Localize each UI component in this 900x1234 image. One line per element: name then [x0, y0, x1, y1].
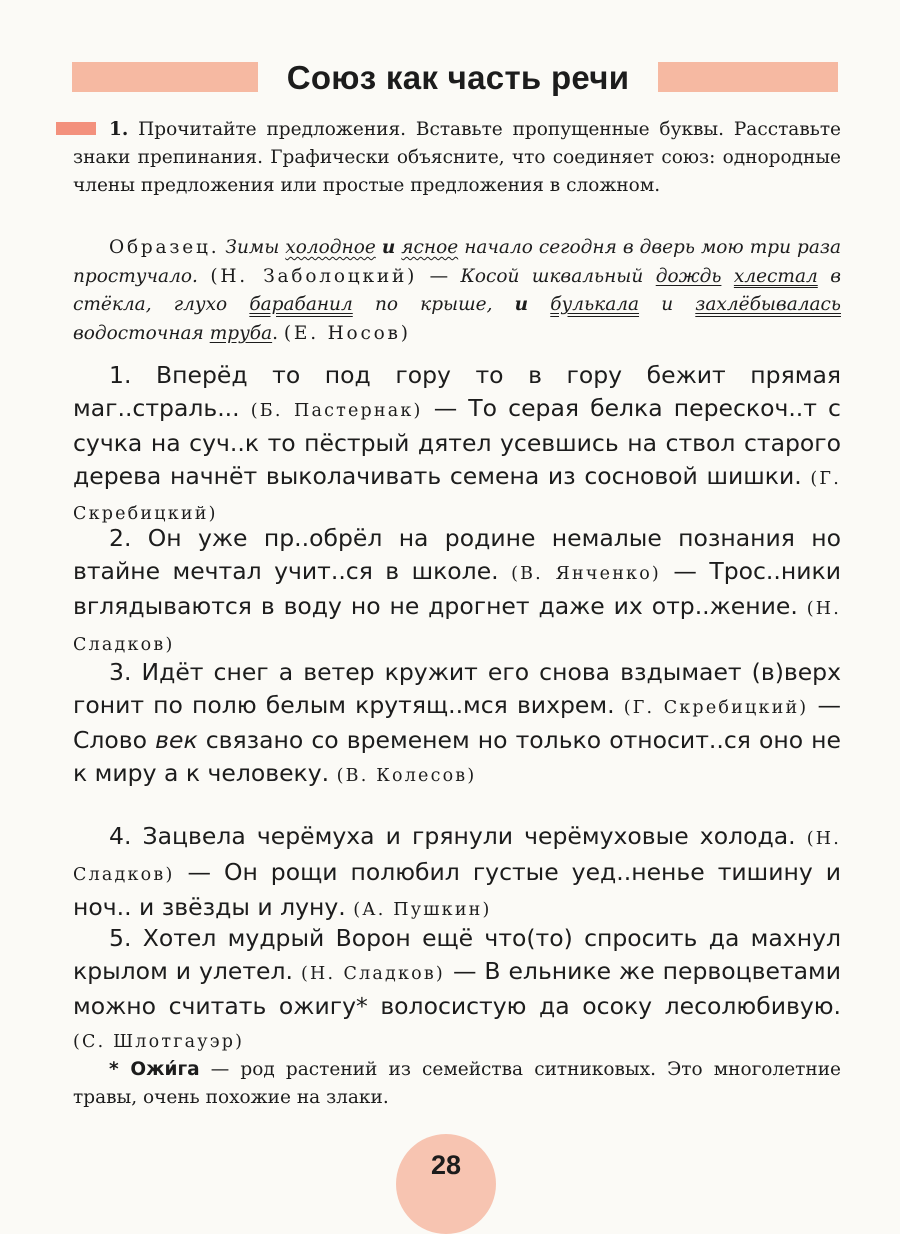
exercise-author: (В. Янченко)	[511, 563, 661, 584]
exercise-2	[73, 522, 841, 661]
exercise-author: (С. Шлотгауэр)	[73, 1031, 245, 1052]
sample-predicate: булькала	[550, 294, 640, 315]
exercise-text: — Он рощи полюбил густые уед..ненье тишину и ноч.. и звёзды и луну.	[73, 857, 841, 921]
exercise-word: век	[155, 726, 198, 754]
sample-subject: дождь	[655, 265, 722, 287]
exercise-3	[73, 656, 841, 792]
sample-block: Образец. Зимы холодное и ясное начало сегодня в дверь мою три раза простучало. (Н. Заболоцкий) — Косой шквальный дождь хлестал в стёкла, глухо барабанил по крыше, и булькала и захлёбывалась водосточная труба. (Е. Носов)	[73, 237, 842, 344]
exercise-author: (Н. Сладков)	[73, 599, 841, 655]
page-number: 28	[430, 1150, 462, 1180]
sample-conj: и	[661, 294, 674, 315]
task-text: Прочитайте предложения. Вставьте пропущенные буквы. Расставьте знаки препинания. Графически объясните, что соединяет союз: однородные члены предложения или простые предложения в сложном.	[73, 119, 841, 196]
footnote	[73, 1056, 841, 1112]
sample-author: (Н. Заболоцкий)	[210, 265, 418, 287]
exercise-author: (А. Пушкин)	[353, 900, 492, 920]
exercise-4	[73, 820, 841, 927]
sample-text: водосточная	[73, 322, 204, 344]
exercise-author: (В. Колесов)	[336, 765, 477, 786]
page-number-circle	[396, 1134, 496, 1234]
sample-predicate: захлёбывалась	[695, 294, 841, 315]
sample-label: Образец.	[109, 237, 220, 258]
footnote-term: * Ожи́га	[109, 1059, 200, 1080]
task-number: 1.	[109, 119, 129, 140]
sample-text: по крыше,	[374, 294, 493, 315]
exercise-1	[73, 359, 841, 531]
exercise-author: (Г. Скребицкий)	[73, 468, 841, 524]
sample-text: в стёкла, глухо	[73, 265, 842, 315]
sample-text: Косой шквальный	[460, 265, 644, 287]
exercise-text: — То серая белка перескоч..т с сучка на суч..к то пёстрый дятел усевшись на ствол старого дерева начнёт выколачивать семена из сосновой шишки.	[73, 393, 841, 490]
sample-subject: труба	[209, 322, 273, 344]
exercise-5	[73, 922, 841, 1058]
exercise-text: — Трос..ники вглядываются в воду но не дрогнет даже их отр..жение.	[73, 556, 841, 620]
exercise-text: связано со временем но только относит..ся оно не к миру а к человеку.	[73, 726, 841, 787]
sample-author: (Е. Носов)	[283, 322, 411, 344]
exercise-text: — В ельнике же первоцветами можно считать ожигу* волосистую да осоку лесолюбивую.	[73, 956, 842, 1020]
sample-predicate: хлестал	[733, 265, 818, 287]
page-title: Союз как часть речи	[258, 52, 658, 104]
exercise-text: 2. Он уже пр..обрёл на родине немалые познания но втайне мечтал учит..ся в школе.	[73, 524, 841, 585]
sample-text: Зимы	[225, 237, 280, 258]
exercise-text: 4. Зацвела черёмуха и грянули черёмуховые холода.	[109, 822, 796, 850]
exercise-author: (Н. Сладков)	[73, 829, 841, 885]
sample-conj: и	[381, 237, 396, 258]
sample-word: холодное	[285, 237, 376, 258]
exercise-author: (Б. Пастернак)	[250, 400, 423, 421]
sample-text: начало сегодня в дверь мою три раза простучало.	[73, 237, 842, 287]
exercise-text: 5. Хотел мудрый Ворон ещё что(то) спросить да махнул крылом и улетел.	[73, 924, 841, 985]
exercise-text: — Слово	[73, 690, 841, 754]
sample-dash: —	[429, 265, 449, 287]
exercise-text: 1. Вперёд то под гору то в гору бежит прямая маг..страль...	[73, 361, 841, 422]
exercise-author: (Г. Скребицкий)	[623, 697, 809, 718]
footnote-text: — род растений из семейства ситниковых. Это многолетние травы, очень похожие на злаки.	[73, 1059, 841, 1108]
exercise-author: (Н. Сладков)	[300, 963, 445, 984]
sample-predicate: барабанил	[249, 294, 353, 315]
exercise-text: 3. Идёт снег а ветер кружит его снова вздымает (в)верх гонит по полю белым крутящ..мся вихрем.	[73, 658, 841, 719]
sample-word: ясное	[401, 237, 459, 258]
sample-conj: и	[514, 294, 529, 315]
task-instruction	[73, 116, 841, 200]
